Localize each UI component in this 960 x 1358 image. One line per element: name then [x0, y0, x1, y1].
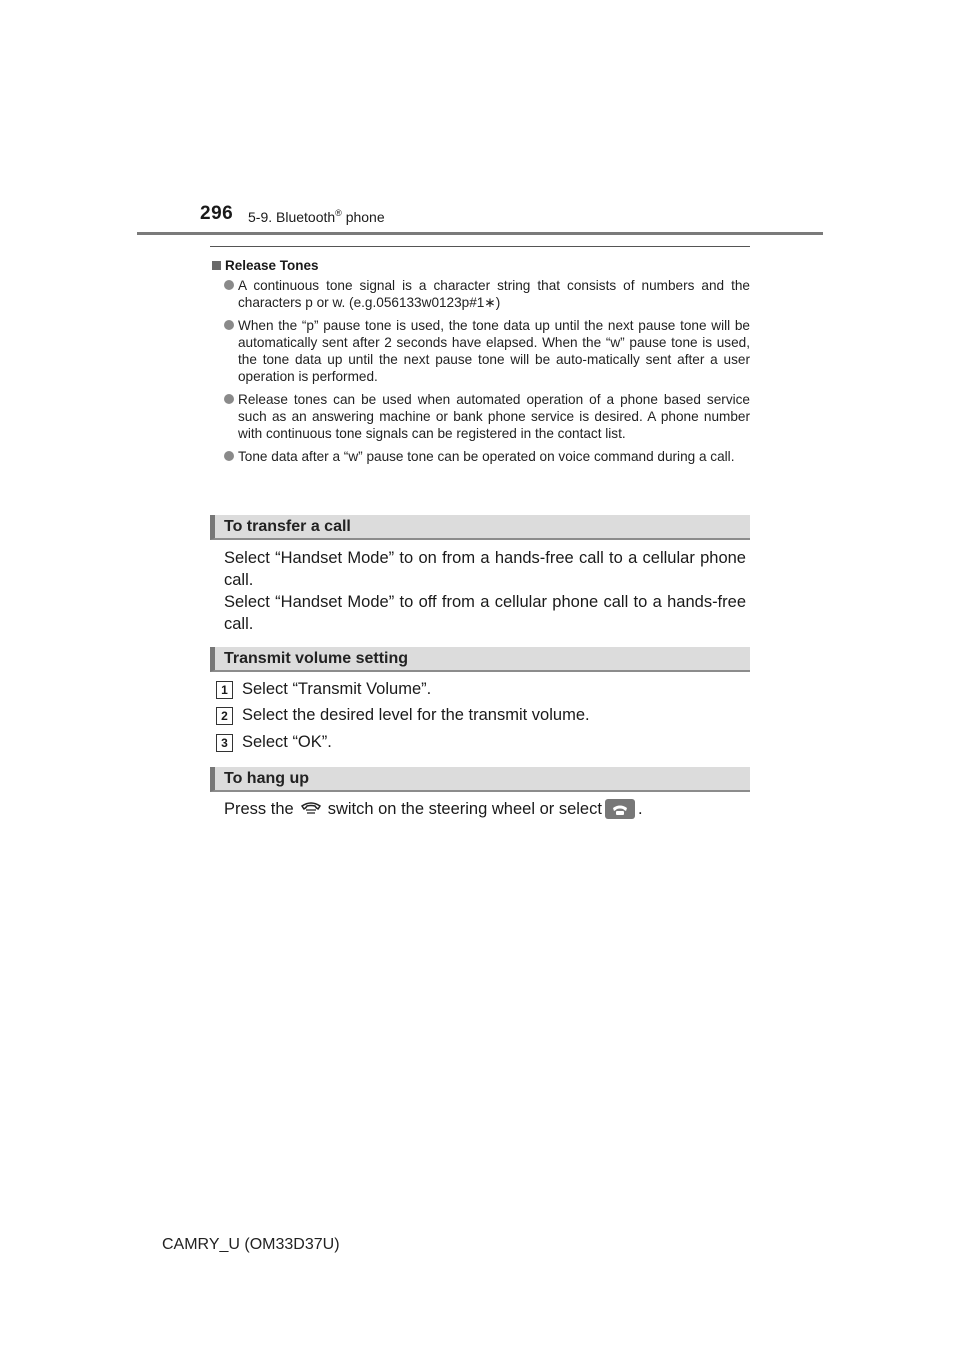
step-text: Select “OK”.	[242, 733, 332, 751]
release-tones-heading-text: Release Tones	[225, 258, 319, 273]
step-3	[216, 733, 332, 752]
hang-up-text-end: .	[637, 800, 643, 818]
section-title-suffix: phone	[341, 209, 385, 225]
registered-mark: ®	[335, 208, 342, 218]
release-tones-heading	[210, 258, 750, 273]
bullet-text: Tone data after a “w” pause tone can be operated on voice command during a call.	[238, 449, 735, 464]
circle-bullet-icon	[224, 280, 234, 290]
transfer-call-heading: To transfer a call	[210, 515, 750, 540]
hang-up-heading: To hang up	[210, 767, 750, 792]
square-bullet-icon	[212, 261, 221, 270]
list-item	[210, 391, 750, 442]
section-title-text: 5-9. Bluetooth	[248, 209, 336, 225]
circle-bullet-icon	[224, 451, 234, 461]
bullet-text: Release tones can be used when automated operation of a phone based service such as an answering machine or bank phone service is desired. A phone number with continuous tone signals can be registered in the contact list.	[238, 392, 750, 441]
header-rule	[137, 232, 823, 235]
step-number-badge: 2	[216, 707, 233, 725]
transfer-call-text-off: Select “Handset Mode” to off from a cellular phone call to a hands-free call.	[224, 593, 746, 633]
bullet-text: A continuous tone signal is a character string that consists of numbers and the characters p or w. (e.g.056133w0123p#1∗)	[238, 278, 750, 310]
list-item	[210, 317, 750, 385]
step-text: Select the desired level for the transmit volume.	[242, 706, 590, 724]
circle-bullet-icon	[224, 394, 234, 404]
step-1	[216, 680, 431, 699]
footer-model-code: CAMRY_U (OM33D37U)	[162, 1236, 340, 1253]
transfer-call-text-on: Select “Handset Mode” to on from a hands-free call to a cellular phone call.	[224, 549, 746, 589]
step-number-badge: 3	[216, 734, 233, 752]
phone-switch-icon	[300, 799, 322, 821]
bullet-text: When the “p” pause tone is used, the tone data up until the next pause tone will be automatically sent after 2 seconds have elapsed. When the “w” pause tone is used, the tone data up until the next pause tone will be auto-matically sent after a user operation is performed.	[238, 318, 750, 384]
list-item	[210, 448, 750, 465]
list-item	[210, 277, 750, 311]
section-divider	[210, 246, 750, 247]
step-2	[216, 706, 590, 725]
hang-up-text-middle: switch on the steering wheel or select	[327, 800, 602, 818]
hang-up-text-start: Press the	[224, 800, 294, 818]
release-tones-list	[210, 277, 750, 471]
step-number-badge: 1	[216, 681, 233, 699]
transmit-volume-heading: Transmit volume setting	[210, 647, 750, 672]
circle-bullet-icon	[224, 320, 234, 330]
section-title	[248, 208, 385, 225]
hang-up-button-icon	[605, 799, 635, 819]
hang-up-instruction	[224, 798, 746, 821]
page-number: 296	[200, 203, 234, 224]
step-text: Select “Transmit Volume”.	[242, 680, 432, 698]
